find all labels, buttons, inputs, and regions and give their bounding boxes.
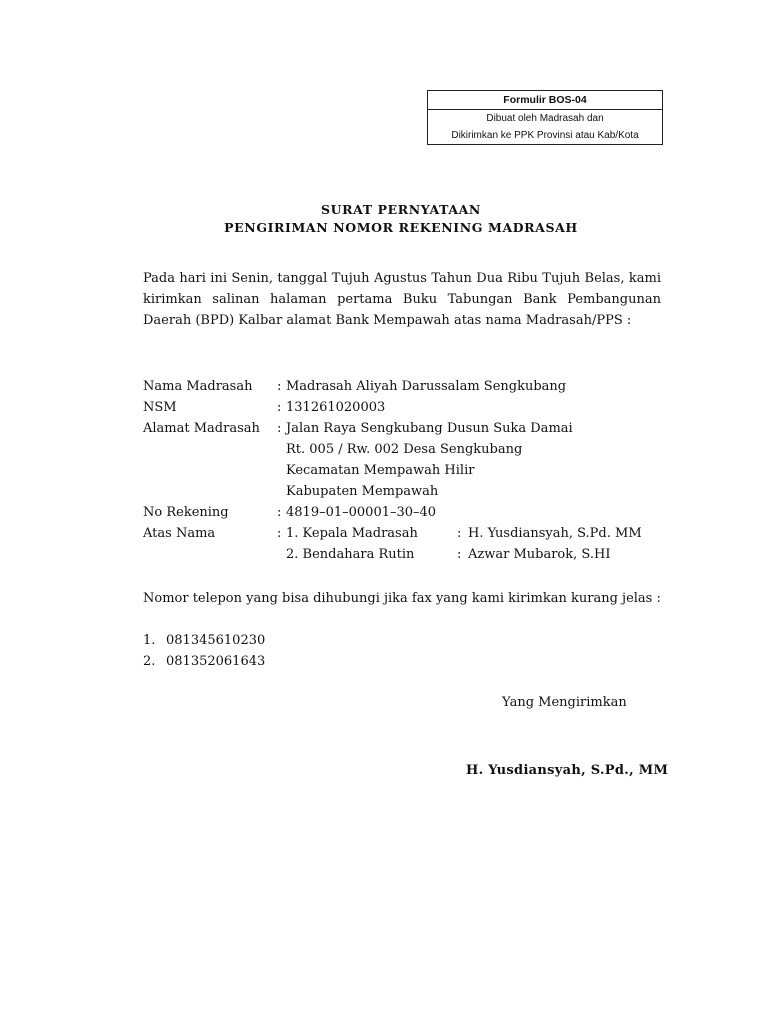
field-label: Nama Madrasah — [143, 379, 253, 394]
field-label: Atas Nama — [143, 526, 216, 541]
field-separator: : — [457, 526, 462, 541]
list-item — [143, 651, 265, 672]
field-separator: : — [277, 379, 282, 394]
field-separator: : — [277, 505, 282, 520]
field-separator: : — [277, 400, 282, 415]
document-title: SURAT PERNYATAAN — [321, 202, 481, 217]
field-alamat — [143, 418, 683, 439]
field-label: Alamat Madrasah — [143, 421, 260, 436]
list-item — [143, 630, 265, 651]
field-atas-nama — [143, 523, 683, 544]
document-subtitle: PENGIRIMAN NOMOR REKENING MADRASAH — [224, 220, 578, 235]
account-holder-role: 2. Bendahara Rutin — [286, 547, 415, 562]
phone-number: 081345610230 — [166, 633, 266, 648]
form-code-line-2: Dikirimkan ke PPK Provinsi atau Kab/Kota — [451, 130, 639, 141]
form-code-line-1: Dibuat oleh Madrasah dan — [486, 113, 604, 124]
address-line: Kecamatan Mempawah Hilir — [286, 463, 475, 478]
account-holder-role: 1. Kepala Madrasah — [286, 526, 418, 541]
field-alamat-cont — [143, 439, 683, 460]
field-nama-madrasah — [143, 376, 683, 397]
form-code-title: Formulir BOS-04 — [428, 91, 662, 110]
field-separator: : — [277, 421, 282, 436]
field-no-rekening — [143, 502, 683, 523]
intro-paragraph: Pada hari ini Senin, tanggal Tujuh Agustus Tahun Dua Ribu Tujuh Belas, kami kirimkan salinan halaman pertama Buku Tabungan Bank Pembangunan Daerah (BPD) Kalbar alamat Bank Mempawah atas nama Madrasah/PPS : — [143, 271, 661, 328]
list-number: 2. — [143, 654, 156, 669]
account-holder-name: Azwar Mubarok, S.HI — [468, 547, 611, 562]
phone-number: 081352061643 — [166, 654, 266, 669]
field-separator: : — [457, 547, 462, 562]
list-number: 1. — [143, 633, 156, 648]
address-line: Jalan Raya Sengkubang Dusun Suka Damai — [286, 421, 573, 436]
phone-list — [143, 630, 265, 672]
field-value: Madrasah Aliyah Darussalam Sengkubang — [286, 379, 567, 394]
signatory-name: H. Yusdiansyah, S.Pd., MM — [466, 763, 669, 778]
field-value: 4819–01–00001–30–40 — [286, 505, 437, 520]
phone-intro-paragraph: Nomor telepon yang bisa dihubungi jika fax yang kami kirimkan kurang jelas : — [143, 591, 661, 606]
field-atas-nama-cont — [143, 544, 683, 565]
field-alamat-cont — [143, 460, 683, 481]
field-value: 131261020003 — [286, 400, 386, 415]
signature-label: Yang Mengirimkan — [502, 695, 627, 710]
field-label: NSM — [143, 400, 177, 415]
madrasah-details — [143, 376, 683, 565]
account-holder-name: H. Yusdiansyah, S.Pd. MM — [468, 526, 642, 541]
field-nsm — [143, 397, 683, 418]
field-alamat-cont — [143, 481, 683, 502]
field-label: No Rekening — [143, 505, 229, 520]
field-separator: : — [277, 526, 282, 541]
address-line: Kabupaten Mempawah — [286, 484, 439, 499]
form-code-box — [427, 90, 663, 145]
address-line: Rt. 005 / Rw. 002 Desa Sengkubang — [286, 442, 523, 457]
